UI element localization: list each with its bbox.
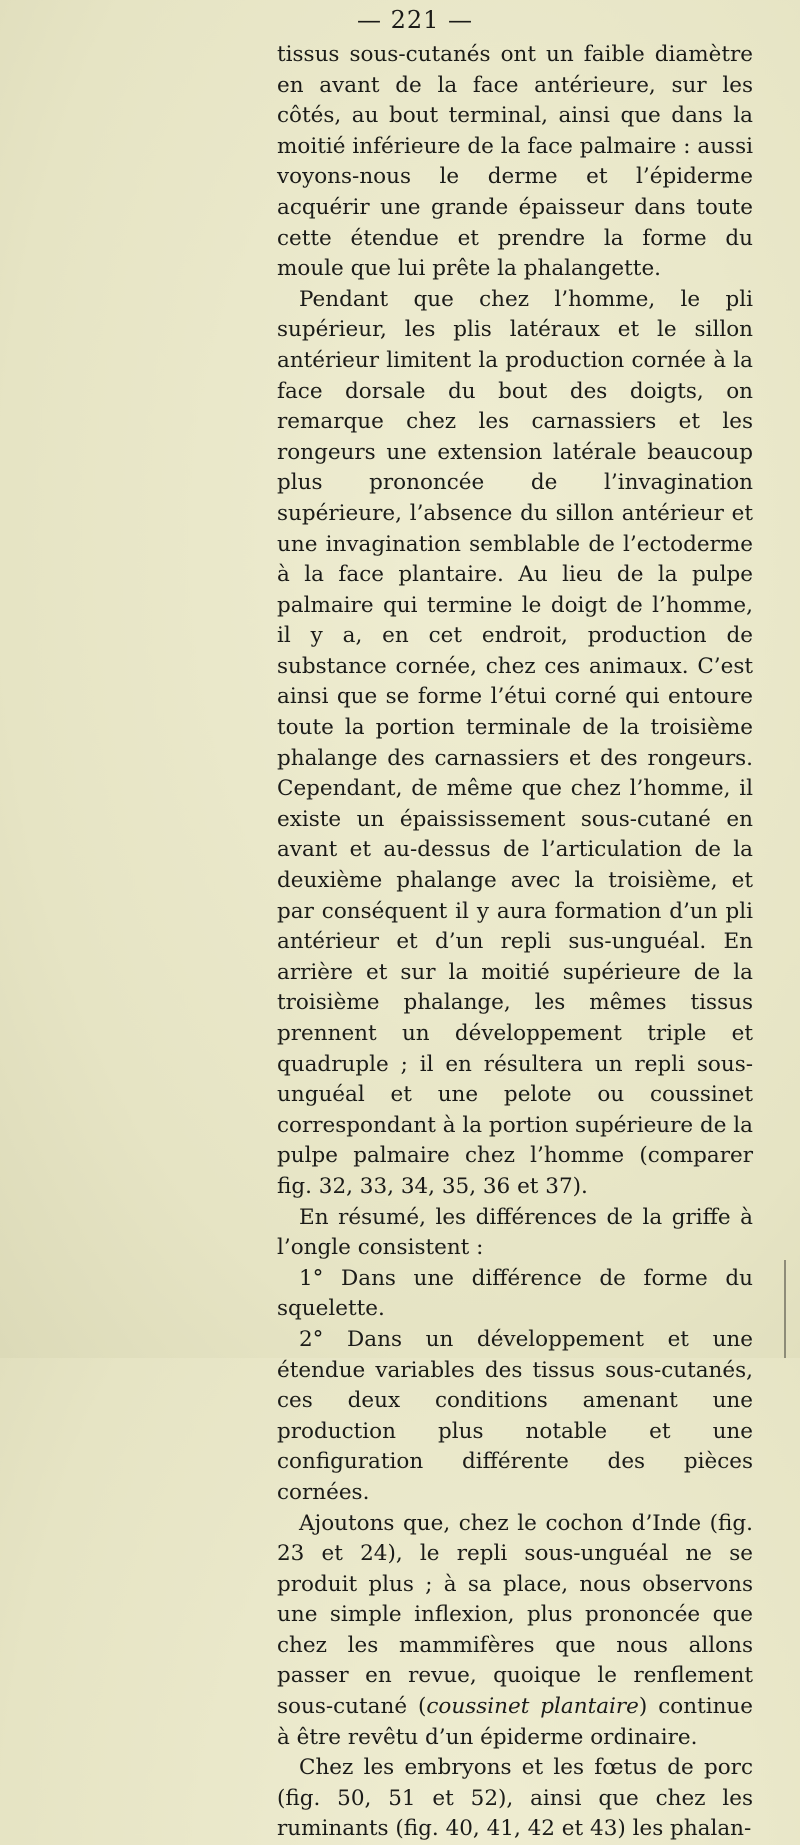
emphasis-coussinet-plantaire: coussinet plantaire [426, 1694, 639, 1720]
page-edge-shadow [784, 1260, 786, 1358]
page-number: — 221 — [356, 6, 474, 34]
paragraph-resume: En résumé, les différences de la griffe à l’ongle consistent : [277, 1204, 753, 1261]
body-text [277, 40, 753, 1845]
paragraph-cochon-inde [277, 1509, 753, 1754]
list-item-2: 2° Dans un développement et une étendue variables des tissus sous-cutanés, ces deux conditions amenant une production plus notable et une configuration différente des pièces cornées. [277, 1326, 753, 1505]
list-item-1: 1° Dans une différence de forme du squelette. [277, 1265, 753, 1322]
paragraph-carnassiers: Pendant que chez l’homme, le pli supérieur, les plis latéraux et le sillon antérieur limitent la production cornée à la face dorsale du bout des doigts, on remarque chez les carnassiers et les rongeurs une extension latérale beaucoup plus prononcée de l’invagination supérieure, l’absence du sillon antérieur et une invagination semblable de l’ectoderme à la face plantaire. Au lieu de la pulpe palmaire qui termine le doigt de l’homme, il y a, en cet endroit, production de substance cornée, chez ces animaux. C’est ainsi que se forme l’étui corné qui entoure toute la portion terminale de la troisième phalange des carnassiers et des rongeurs. Cependant, de même que chez l’homme, il existe un épaississement sous-cutané en avant et au-dessus de l’articulation de la deuxième phalange avec la troisième, et par conséquent il y aura formation d’un pli antérieur et d’un repli sus-unguéal. En arrière et sur la moitié supérieure de la troisième phalange, les mêmes tissus prennent un développement triple et quadruple ; il en résultera un repli sous-unguéal et une pelote ou coussinet correspondant à la portion supérieure de la pulpe palmaire chez l’homme (comparer fig. 32, 33, 34, 35, 36 et 37). [277, 286, 754, 1199]
paragraph-continuation: tissus sous-cutanés ont un faible diamètre en avant de la face antérieure, sur les côtés, au bout terminal, ainsi que dans la moitié inférieure de la face palmaire : aussi voyons-nous le derme et l’épiderme acquérir une grande épaisseur dans toute cette étendue et prendre la forme du moule que lui prête la phalangette. [277, 42, 753, 282]
paragraph-cochon-inde-end: ) continue à être revêtu d’un épiderme ordinaire. [277, 1694, 753, 1750]
paragraph-cochon-inde-start: Ajoutons que, chez le cochon d’Inde (fig. 23 et 24), le repli sous-unguéal ne se produit plus ; à sa place, nous observons une simple inflexion, plus prononcée que chez les mammifères que nous allons passer en revue, quoique le renflement sous-cutané ( [277, 1510, 753, 1720]
paragraph-embryons: Chez les embryons et les fœtus de porc (fig. 50, 51 et 52), ainsi que chez les ruminants (fig. 40, 41, 42 et 43) les phalan- [277, 1755, 753, 1842]
